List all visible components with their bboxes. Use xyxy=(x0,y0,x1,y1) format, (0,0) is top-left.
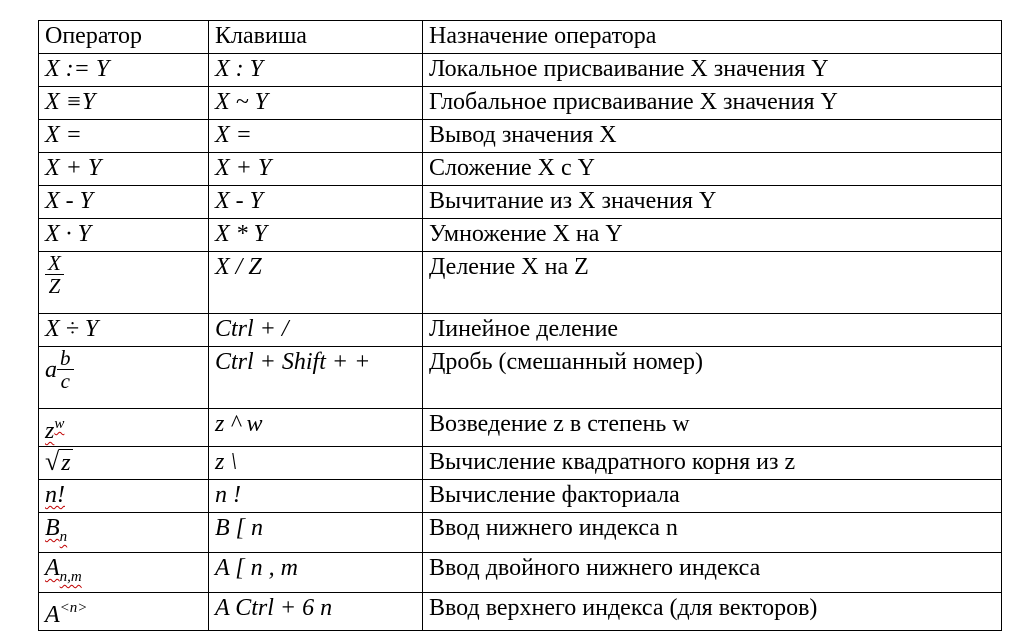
key-cell: X + Y xyxy=(209,153,423,186)
operator-cell: X ≡Y xyxy=(39,87,209,120)
table-row xyxy=(39,219,1002,252)
operator-cell xyxy=(39,447,209,480)
operators-table xyxy=(38,20,1002,631)
key-cell: X ~ Y xyxy=(209,87,423,120)
table-row xyxy=(39,513,1002,553)
table-row xyxy=(39,593,1002,631)
header-purpose: Назначение оператора xyxy=(423,21,1002,54)
description-cell: Дробь (смешанный номер) xyxy=(423,347,1002,409)
key-cell: X - Y xyxy=(209,186,423,219)
description-cell: Глобальное присваивание X значения Y xyxy=(423,87,1002,120)
table-row xyxy=(39,409,1002,447)
table-row xyxy=(39,553,1002,593)
table-row xyxy=(39,186,1002,219)
description-cell: Локальное присваивание X значения Y xyxy=(423,54,1002,87)
fraction-denominator: Z xyxy=(48,274,61,298)
mixed-number xyxy=(45,347,74,392)
operator-cell xyxy=(39,252,209,314)
table-row xyxy=(39,480,1002,513)
key-cell: X = xyxy=(209,120,423,153)
table-row xyxy=(39,252,1002,314)
header-operator: Оператор xyxy=(39,21,209,54)
base: A xyxy=(45,555,60,581)
description-cell: Умножение X на Y xyxy=(423,219,1002,252)
operator-cell: X + Y xyxy=(39,153,209,186)
description-cell: Возведение z в степень w xyxy=(423,409,1002,447)
description-cell: Вывод значения X xyxy=(423,120,1002,153)
operator-cell xyxy=(39,593,209,631)
description-cell: Ввод нижнего индекса n xyxy=(423,513,1002,553)
superscript: w xyxy=(54,416,65,432)
base: z xyxy=(45,418,55,444)
base: A xyxy=(45,602,60,628)
operator-cell: X - Y xyxy=(39,186,209,219)
operator-cell: X := Y xyxy=(39,54,209,87)
fraction-numerator: b xyxy=(57,347,74,370)
table-row xyxy=(39,120,1002,153)
key-cell: Ctrl + / xyxy=(209,314,423,347)
description-cell: Линейное деление xyxy=(423,314,1002,347)
table-row xyxy=(39,54,1002,87)
fraction xyxy=(45,252,64,297)
subscript: n xyxy=(59,529,68,545)
key-cell: B [ n xyxy=(209,513,423,553)
table-row xyxy=(39,153,1002,186)
operator-cell: X ÷ Y xyxy=(39,314,209,347)
description-cell: Вычитание из X значения Y xyxy=(423,186,1002,219)
operator-cell xyxy=(39,347,209,409)
key-cell: X / Z xyxy=(209,252,423,314)
description-cell: Ввод верхнего индекса (для векторов) xyxy=(423,593,1002,631)
table-row xyxy=(39,347,1002,409)
operator-cell xyxy=(39,513,209,553)
fraction xyxy=(57,347,74,392)
header-row xyxy=(39,21,1002,54)
key-cell: X : Y xyxy=(209,54,423,87)
fraction-denominator: c xyxy=(60,369,70,393)
description-cell: Сложение X с Y xyxy=(423,153,1002,186)
key-cell: A [ n , m xyxy=(209,553,423,593)
description-cell: Вычисление факториала xyxy=(423,480,1002,513)
mixed-whole: a xyxy=(45,356,57,383)
header-key: Клавиша xyxy=(209,21,423,54)
table-row xyxy=(39,314,1002,347)
operator-cell xyxy=(39,480,209,513)
operator-cell xyxy=(39,553,209,593)
key-cell: z \ xyxy=(209,447,423,480)
key-cell: n ! xyxy=(209,480,423,513)
description-cell: Деление X на Z xyxy=(423,252,1002,314)
factorial: n! xyxy=(45,482,65,508)
base: B xyxy=(45,515,60,541)
square-root-icon: √ xyxy=(45,447,60,476)
operator-cell xyxy=(39,409,209,447)
table-row xyxy=(39,87,1002,120)
key-cell: z ^ w xyxy=(209,409,423,447)
fraction-numerator: X xyxy=(45,252,64,275)
operator-cell: X = xyxy=(39,120,209,153)
key-cell: A Ctrl + 6 n xyxy=(209,593,423,631)
key-cell: Ctrl + Shift + + xyxy=(209,347,423,409)
key-cell: X * Y xyxy=(209,219,423,252)
subscript: n,m xyxy=(59,569,82,585)
operator-cell: X · Y xyxy=(39,219,209,252)
superscript: <n> xyxy=(59,600,88,616)
description-cell: Вычисление квадратного корня из z xyxy=(423,447,1002,480)
table-row xyxy=(39,447,1002,480)
description-cell: Ввод двойного нижнего индекса xyxy=(423,553,1002,593)
radicand: z xyxy=(61,450,71,476)
